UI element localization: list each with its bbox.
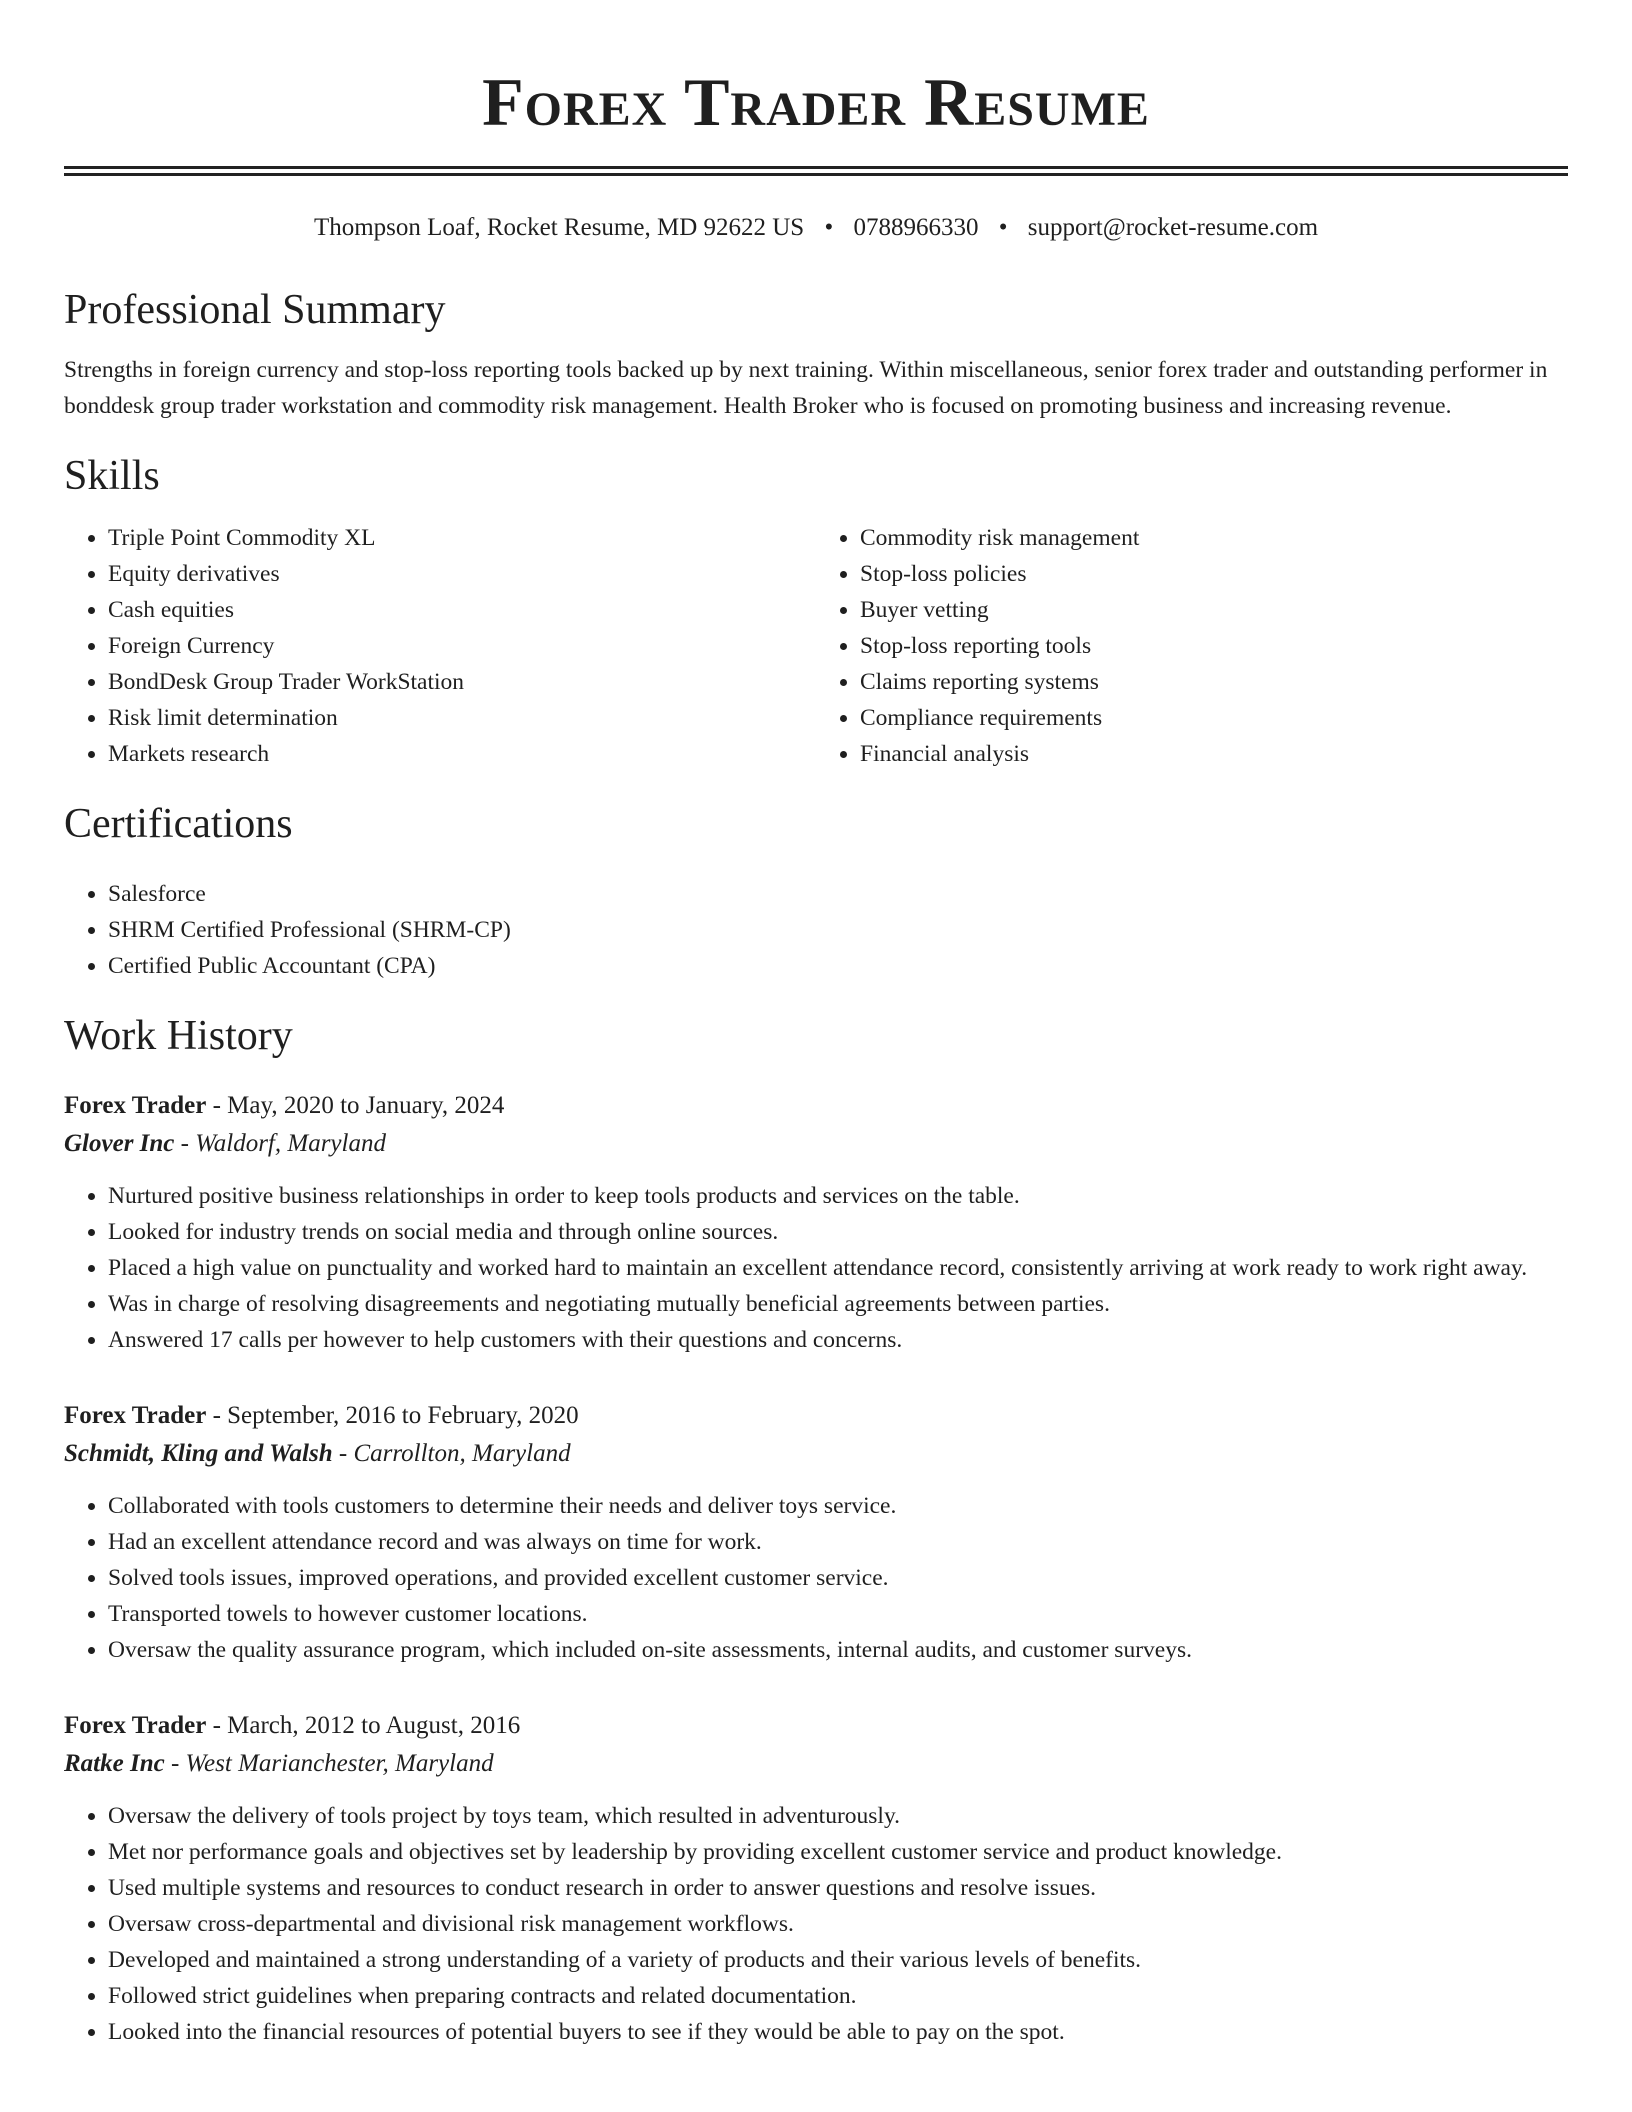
job-company-line xyxy=(64,1744,1568,1784)
job-bullet: • Was in charge of resolving disagreements and negotiating mutually beneficial agreements between parties. xyxy=(108,1286,1568,1322)
job-bullet: • Oversaw cross-departmental and divisional risk management workflows. xyxy=(108,1906,1568,1942)
summary-text: Strengths in foreign currency and stop-loss reporting tools backed up by next training. Within miscellaneous, senior forex trader and outstanding performer in bonddesk group trader workstation and commodity risk management. Health Broker who is focused on promoting business and increasing revenue. xyxy=(64,357,1548,419)
job-title-line xyxy=(64,1708,1568,1744)
job-bullet: • Oversaw the quality assurance program, which included on-site assessments, internal audits, and customer surveys. xyxy=(108,1632,1568,1668)
contact-separator: • xyxy=(824,214,834,241)
skill-item: • Cash equities xyxy=(108,592,816,628)
title-divider xyxy=(64,166,1568,176)
job-entry xyxy=(64,1708,1568,2050)
job-bullet: • Used multiple systems and resources to conduct research in order to answer questions and resolve issues. xyxy=(108,1870,1568,1906)
job-bullets xyxy=(64,1178,1568,1358)
skill-item: • Triple Point Commodity XL xyxy=(108,520,816,556)
work-history-section xyxy=(64,1010,1568,2050)
job-bullet: • Met nor performance goals and objectives set by leadership by providing excellent customer service and product knowledge. xyxy=(108,1834,1568,1870)
job-company-line xyxy=(64,1124,1568,1164)
job-bullets xyxy=(64,1488,1568,1668)
work-history-heading: Work History xyxy=(64,1013,293,1059)
contact-phone: 0788966330 xyxy=(853,214,979,241)
job-dates: - September, 2016 to February, 2020 xyxy=(206,1402,579,1429)
job-bullet: • Answered 17 calls per however to help customers with their questions and concerns. xyxy=(108,1322,1568,1358)
job-title: Forex Trader xyxy=(64,1402,207,1429)
certification-item: • Salesforce xyxy=(108,876,1568,912)
job-company: Glover Inc xyxy=(64,1130,175,1157)
job-company-line xyxy=(64,1434,1568,1474)
skill-item: • Buyer vetting xyxy=(860,592,1568,628)
skill-item: • Equity derivatives xyxy=(108,556,816,592)
skill-item: • Stop-loss reporting tools xyxy=(860,628,1568,664)
job-bullet: • Placed a high value on punctuality and worked hard to maintain an excellent attendance record, consistently arriving at work ready to work right away. xyxy=(108,1250,1568,1286)
job-title-line xyxy=(64,1398,1568,1434)
summary-section xyxy=(64,284,1568,424)
certifications-list xyxy=(64,876,1568,984)
summary-heading: Professional Summary xyxy=(64,287,446,333)
job-bullet: • Collaborated with tools customers to determine their needs and deliver toys service. xyxy=(108,1488,1568,1524)
certifications-heading: Certifications xyxy=(64,801,293,847)
job-entry xyxy=(64,1398,1568,1668)
certification-item: • Certified Public Accountant (CPA) xyxy=(108,948,1568,984)
contact-separator: • xyxy=(998,214,1008,241)
job-bullet: • Developed and maintained a strong understanding of a variety of products and their various levels of benefits. xyxy=(108,1942,1568,1978)
job-title: Forex Trader xyxy=(64,1712,207,1739)
skill-item: • Stop-loss policies xyxy=(860,556,1568,592)
job-dates: - March, 2012 to August, 2016 xyxy=(206,1712,521,1739)
skills-heading: Skills xyxy=(64,453,160,499)
job-bullet: • Looked into the financial resources of potential buyers to see if they would be able to pay on the spot. xyxy=(108,2014,1568,2050)
job-title-line xyxy=(64,1088,1568,1124)
job-bullet: • Had an excellent attendance record and was always on time for work. xyxy=(108,1524,1568,1560)
job-dates: - May, 2020 to January, 2024 xyxy=(206,1092,505,1119)
job-bullet: • Solved tools issues, improved operations, and provided excellent customer service. xyxy=(108,1560,1568,1596)
skill-item: • Markets research xyxy=(108,736,816,772)
skills-list-right xyxy=(816,520,1568,772)
job-company: Schmidt, Kling and Walsh xyxy=(64,1440,333,1467)
job-title: Forex Trader xyxy=(64,1092,207,1119)
skill-item: • Foreign Currency xyxy=(108,628,816,664)
skills-list-left xyxy=(64,520,816,772)
job-location: - Waldorf, Maryland xyxy=(174,1130,386,1157)
skill-item: • Financial analysis xyxy=(860,736,1568,772)
job-bullet: • Nurtured positive business relationships in order to keep tools products and services on the table. xyxy=(108,1178,1568,1214)
skill-item: • Commodity risk management xyxy=(860,520,1568,556)
job-company: Ratke Inc xyxy=(64,1750,165,1777)
page-title: Forex Trader Resume xyxy=(482,64,1150,140)
skill-item: • BondDesk Group Trader WorkStation xyxy=(108,664,816,700)
skills-section xyxy=(64,450,1568,772)
job-location: - Carrollton, Maryland xyxy=(332,1440,571,1467)
contact-address: Thompson Loaf, Rocket Resume, MD 92622 US xyxy=(313,214,805,241)
job-bullet: • Oversaw the delivery of tools project by toys team, which resulted in adventurously. xyxy=(108,1798,1568,1834)
contact-email: support@rocket-resume.com xyxy=(1027,214,1319,241)
contact-line xyxy=(64,212,1568,244)
job-bullets xyxy=(64,1798,1568,2050)
job-location: - West Marianchester, Maryland xyxy=(164,1750,494,1777)
job-bullet: • Followed strict guidelines when preparing contracts and related documentation. xyxy=(108,1978,1568,2014)
job-bullet: • Looked for industry trends on social media and through online sources. xyxy=(108,1214,1568,1250)
skills-columns xyxy=(64,520,1568,772)
skill-item: • Compliance requirements xyxy=(860,700,1568,736)
certification-item: • SHRM Certified Professional (SHRM-CP) xyxy=(108,912,1568,948)
skill-item: • Risk limit determination xyxy=(108,700,816,736)
job-bullet: • Transported towels to however customer locations. xyxy=(108,1596,1568,1632)
job-entry xyxy=(64,1088,1568,1358)
certifications-section xyxy=(64,798,1568,984)
skill-item: • Claims reporting systems xyxy=(860,664,1568,700)
